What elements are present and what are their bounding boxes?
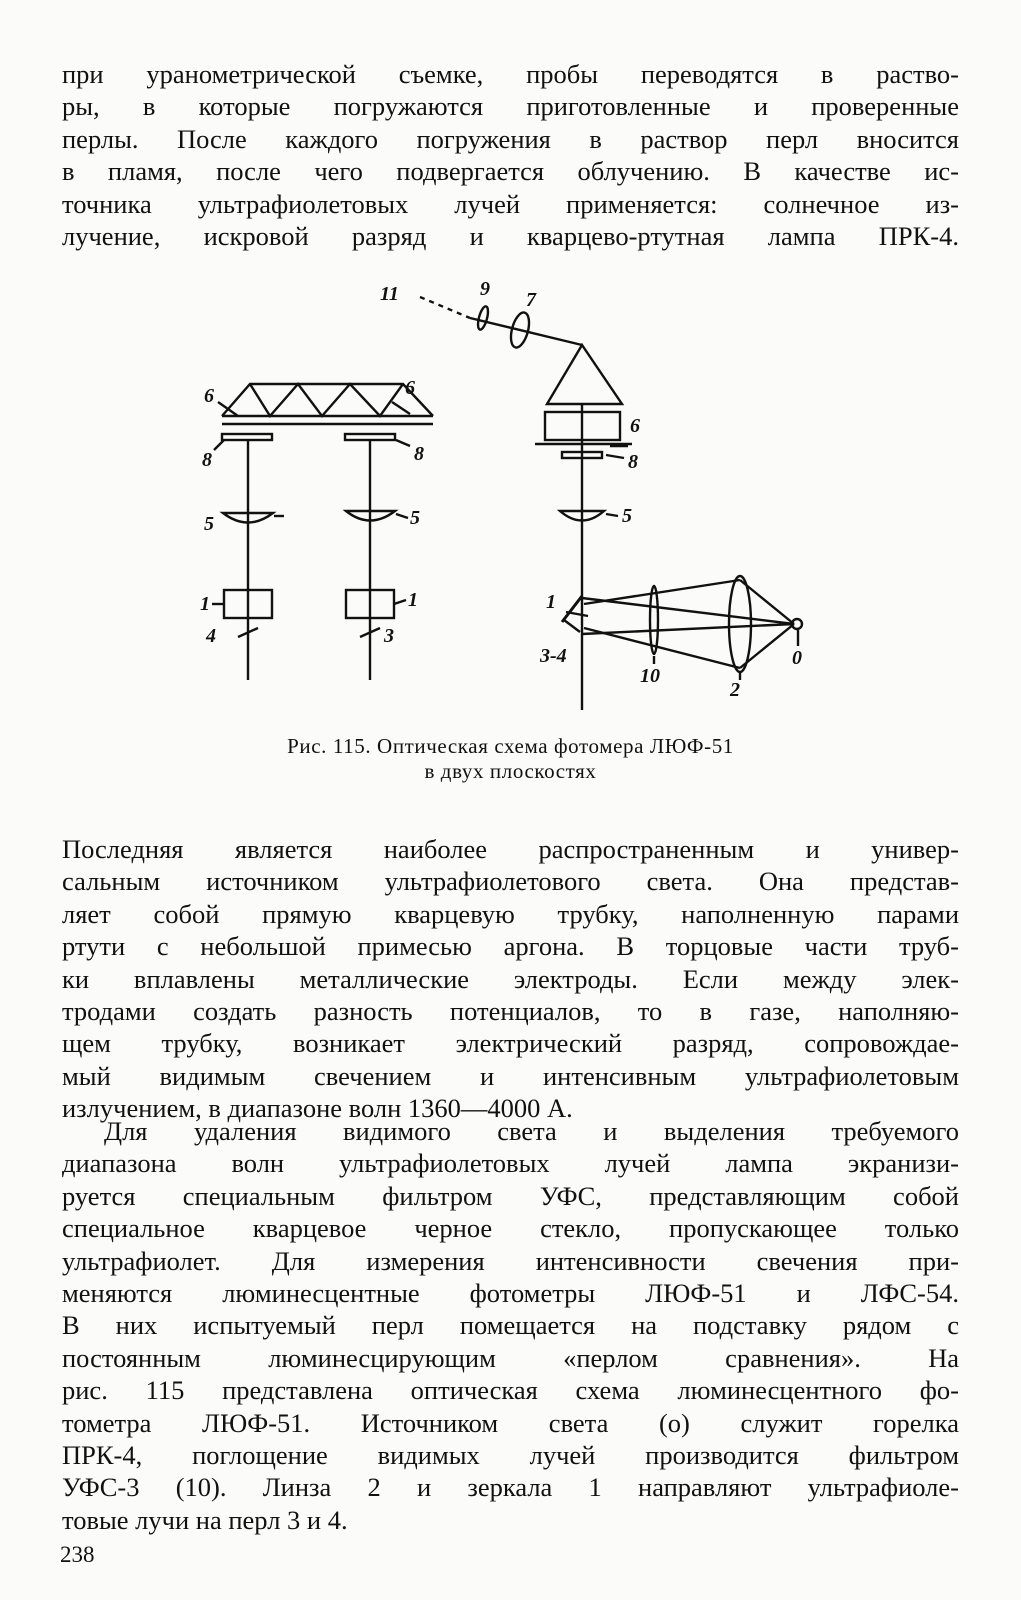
text-line: специальное кварцевое черное стекло, пропускающее только	[62, 1213, 959, 1244]
text-line: ки вплавлены металлические электроды. Если между элек-	[62, 963, 959, 994]
figure-caption	[0, 734, 1021, 784]
beam-lower	[582, 624, 794, 634]
label-right-block: 6	[630, 415, 640, 437]
text-line: диапазона волн ультрафиолетовых лучей лампа экранизи-	[62, 1148, 959, 1179]
filter-left	[222, 434, 272, 440]
label-right-lens: 5	[622, 505, 632, 527]
label-mirror: 1	[546, 591, 556, 613]
label-incoming-lens: 7	[526, 289, 536, 311]
caption-line-1: Рис. 115. Оптическая схема фотомера ЛЮФ-51	[287, 734, 734, 758]
text-line: ртути с небольшой примесью аргона. В торцовые части труб-	[62, 931, 959, 962]
main-lens	[729, 576, 751, 672]
label-main-lens: 2	[730, 679, 740, 701]
label-cell-left: 1	[200, 593, 210, 615]
label-pearl-left: 4	[206, 625, 216, 647]
beam-upper	[582, 598, 794, 624]
text-line: щем трубку, возникает электрический разряд, сопровождае-	[62, 1028, 959, 1059]
label-filter-right: 8	[414, 443, 424, 465]
text-line: точника ультрафиолетовых лучей применяется: солнечное из-	[62, 188, 959, 219]
text-line: перлы. После каждого погружения в раствор перл вносится	[62, 123, 959, 154]
label-incoming-filter: 9	[480, 278, 490, 300]
text-line: Последняя является наиболее распространенным и универ-	[62, 834, 959, 864]
text-line: при ураномeтрической съемке, пробы переводятся в раство-	[62, 59, 959, 89]
text-line: постоянным люминесцирующим «перлом сравнения». На	[62, 1342, 959, 1373]
label-pearls: 3-4	[540, 645, 567, 667]
text-line: ляет собой прямую кварцевую трубку, наполненную парами	[62, 898, 959, 929]
paragraph-2	[62, 833, 959, 1125]
text-line: лучение, искровой разряд и кварцево-ртутная лампа ПРК-4.	[62, 221, 959, 252]
label-lens-left: 5	[204, 513, 214, 535]
text-line: тродами создать разность потенциалов, то в газе, наполняю-	[62, 996, 959, 1027]
text-line: Для удаления видимого света и выделения требуемого	[104, 1116, 959, 1146]
text-line: излучением, в диапазоне волн 1360—4000 А.	[62, 1093, 573, 1124]
caption-line-2: в двух плоскостях	[424, 759, 597, 783]
text-line: ПРК-4, поглощение видимых лучей производится фильтром	[62, 1440, 959, 1471]
optical-scheme-figure	[0, 0, 1021, 730]
filter-right	[345, 434, 395, 440]
label-pearl-right: 3	[384, 625, 394, 647]
text-line: руется специальным фильтром УФС, представляющим собой	[62, 1180, 959, 1211]
incoming-filter	[476, 305, 490, 330]
text-line: меняются люминесцентные фотометры ЛЮФ-51 и ЛФС-54.	[62, 1278, 959, 1309]
label-prism-left: 6	[204, 385, 214, 407]
mirror	[562, 596, 582, 622]
text-line: сальным источником ультрафиолетового света. Она представ-	[62, 866, 959, 897]
text-line: УФС-3 (10). Линза 2 и зеркала 1 направляют ультрафиоле-	[62, 1472, 959, 1503]
text-line: тометра ЛЮФ-51. Источником света (о) служит горелка	[62, 1407, 959, 1438]
page-number: 238	[60, 1542, 95, 1567]
label-filter-left: 8	[202, 449, 212, 471]
text-line: в пламя, после чего подвергается облучению. В качестве ис-	[62, 156, 959, 187]
text-line: мый видимым свечением и интенсивным ультрафиолетовым	[62, 1060, 959, 1091]
text-line: ультрафиолет. Для измерения интенсивности свечения при-	[62, 1245, 959, 1276]
uv-filter	[650, 586, 658, 654]
label-lens-right: 5	[410, 507, 420, 529]
label-incoming: 11	[380, 283, 399, 305]
label-uv-filter: 10	[640, 665, 660, 687]
text-line: ры, в которые погружаются приготовленные и проверенные	[62, 91, 959, 122]
prism-triangle	[547, 345, 622, 404]
label-source: 0	[792, 647, 802, 669]
text-line: В них испытуемый перл помещается на подставку рядом с	[62, 1310, 959, 1341]
label-cell-right: 1	[408, 589, 418, 611]
text-line: товые лучи на перл 3 и 4.	[62, 1504, 348, 1535]
label-prism-right: 6	[405, 377, 415, 399]
label-right-filter: 8	[628, 451, 638, 473]
text-line: рис. 115 представлена оптическая схема люминесцентного фо-	[62, 1375, 959, 1406]
paragraph-3	[62, 1115, 959, 1536]
